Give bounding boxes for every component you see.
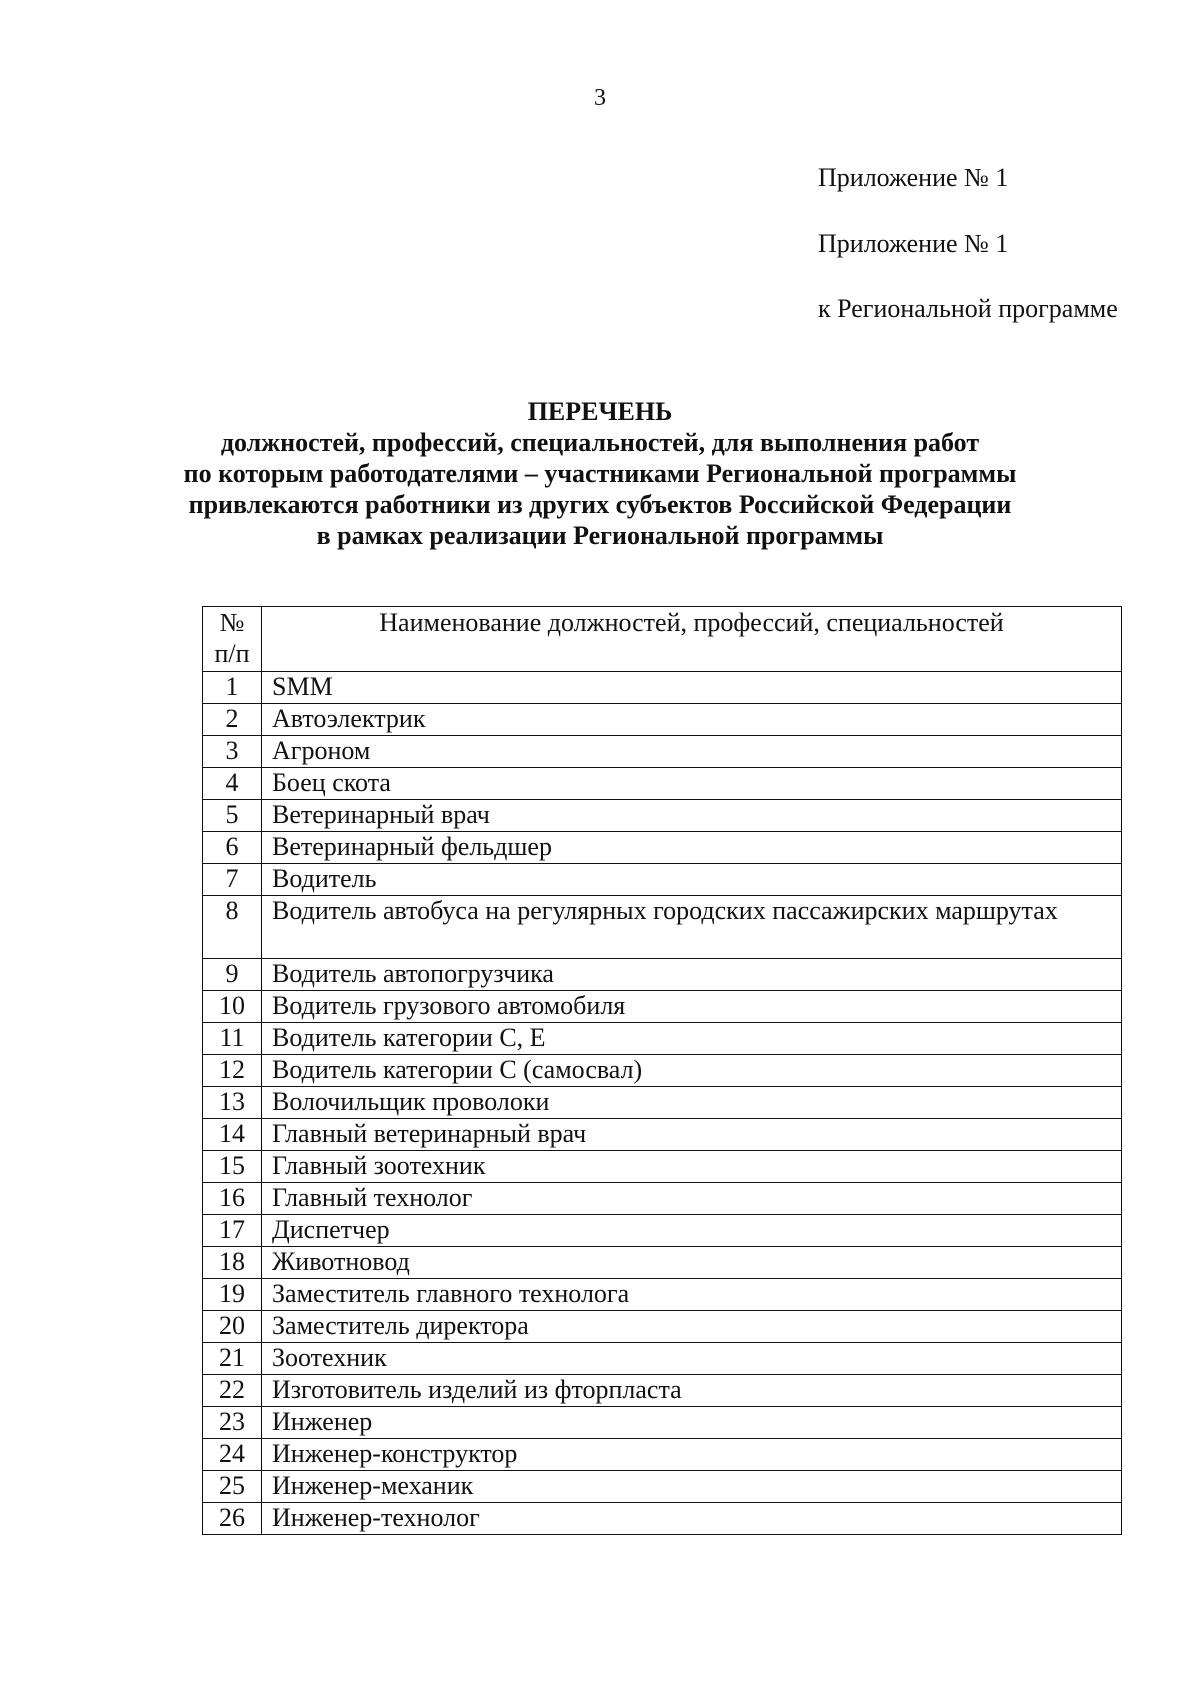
row-position-name: Боец скота xyxy=(262,768,1122,800)
row-position-name: Инженер-механик xyxy=(262,1471,1122,1503)
number-header-abbrev: п/п xyxy=(214,639,250,668)
row-number: 15 xyxy=(203,1151,262,1183)
row-position-name: Водитель категории С, Е xyxy=(262,1023,1122,1055)
row-number: 19 xyxy=(203,1279,262,1311)
title-line: в рамках реализации Региональной программы xyxy=(316,521,884,550)
page-number: 3 xyxy=(594,85,606,111)
row-position-name: Главный ветеринарный врач xyxy=(262,1119,1122,1151)
table-row xyxy=(203,832,1122,864)
row-position-name: Главный технолог xyxy=(262,1183,1122,1215)
row-position-name: Автоэлектрик xyxy=(262,704,1122,736)
table-row xyxy=(203,991,1122,1023)
row-position-name: Заместитель директора xyxy=(262,1311,1122,1343)
table-row xyxy=(203,1151,1122,1183)
row-number: 18 xyxy=(203,1247,262,1279)
row-number: 10 xyxy=(203,991,262,1023)
table-row xyxy=(203,1215,1122,1247)
appendix-label-repeat: Приложение № 1 xyxy=(818,229,1009,258)
row-position-name: Водитель автобуса на регулярных городских пассажирских маршрутах xyxy=(262,896,1122,959)
table-row xyxy=(203,1311,1122,1343)
row-position-name: Агроном xyxy=(262,736,1122,768)
row-number: 25 xyxy=(203,1471,262,1503)
row-position-name: Волочильщик проволоки xyxy=(262,1087,1122,1119)
row-number: 12 xyxy=(203,1055,262,1087)
table-row xyxy=(203,864,1122,896)
table-row xyxy=(203,1055,1122,1087)
title-line: привлекаются работники из других субъектов Российской Федерации xyxy=(188,490,1012,519)
row-position-name: Водитель автопогрузчика xyxy=(262,959,1122,991)
name-column-header: Наименование должностей, профессий, специальностей xyxy=(262,607,1122,672)
title-line: должностей, профессий, специальностей, для выполнения работ xyxy=(220,428,980,457)
row-number: 26 xyxy=(203,1503,262,1535)
appendix-label: Приложение № 1 xyxy=(818,163,1009,192)
table-row xyxy=(203,1471,1122,1503)
table-row xyxy=(203,672,1122,704)
row-number: 24 xyxy=(203,1439,262,1471)
number-column-header xyxy=(203,607,262,672)
row-position-name: Инженер-конструктор xyxy=(262,1439,1122,1471)
row-number: 2 xyxy=(203,704,262,736)
table-row xyxy=(203,959,1122,991)
row-position-name: Диспетчер xyxy=(262,1215,1122,1247)
row-number: 17 xyxy=(203,1215,262,1247)
table-row xyxy=(203,1023,1122,1055)
table-row xyxy=(203,1087,1122,1119)
number-header-symbol: № xyxy=(219,608,245,637)
row-number: 5 xyxy=(203,800,262,832)
table-header-row xyxy=(203,607,1122,672)
row-number: 16 xyxy=(203,1183,262,1215)
row-number: 9 xyxy=(203,959,262,991)
table-row xyxy=(203,768,1122,800)
row-number: 22 xyxy=(203,1375,262,1407)
row-position-name: Изготовитель изделий из фторпласта xyxy=(262,1375,1122,1407)
row-position-name: Ветеринарный фельдшер xyxy=(262,832,1122,864)
row-position-name: Животновод xyxy=(262,1247,1122,1279)
row-number: 21 xyxy=(203,1343,262,1375)
row-number: 11 xyxy=(203,1023,262,1055)
row-number: 7 xyxy=(203,864,262,896)
table-row xyxy=(203,1375,1122,1407)
table-row xyxy=(203,1247,1122,1279)
table-body xyxy=(203,672,1122,1535)
table-row xyxy=(203,1343,1122,1375)
row-number: 23 xyxy=(203,1407,262,1439)
table-row xyxy=(203,1183,1122,1215)
row-position-name: Водитель категории С (самосвал) xyxy=(262,1055,1122,1087)
row-number: 3 xyxy=(203,736,262,768)
row-number: 8 xyxy=(203,896,262,959)
table-row xyxy=(203,800,1122,832)
table-row xyxy=(203,1503,1122,1535)
row-position-name: Ветеринарный врач xyxy=(262,800,1122,832)
title-line: по которым работодателями – участниками Региональной программы xyxy=(183,459,1017,488)
table-row xyxy=(203,896,1122,959)
row-position-name: Зоотехник xyxy=(262,1343,1122,1375)
table-row xyxy=(203,736,1122,768)
row-position-name: Инженер-технолог xyxy=(262,1503,1122,1535)
table-row xyxy=(203,1279,1122,1311)
row-position-name: Водитель xyxy=(262,864,1122,896)
title-heading: ПЕРЕЧЕНЬ xyxy=(527,397,673,426)
row-number: 6 xyxy=(203,832,262,864)
row-position-name: SMM xyxy=(262,672,1122,704)
row-position-name: Главный зоотехник xyxy=(262,1151,1122,1183)
row-number: 13 xyxy=(203,1087,262,1119)
row-number: 4 xyxy=(203,768,262,800)
row-number: 14 xyxy=(203,1119,262,1151)
table-row xyxy=(203,704,1122,736)
table-row xyxy=(203,1407,1122,1439)
row-number: 1 xyxy=(203,672,262,704)
row-number: 20 xyxy=(203,1311,262,1343)
table-row xyxy=(203,1439,1122,1471)
row-position-name: Водитель грузового автомобиля xyxy=(262,991,1122,1023)
positions-table xyxy=(202,606,1122,1535)
table-row xyxy=(203,1119,1122,1151)
row-position-name: Инженер xyxy=(262,1407,1122,1439)
document-title xyxy=(0,396,1200,551)
row-position-name: Заместитель главного технолога xyxy=(262,1279,1122,1311)
appendix-program-reference: к Региональной программе xyxy=(818,294,1118,323)
